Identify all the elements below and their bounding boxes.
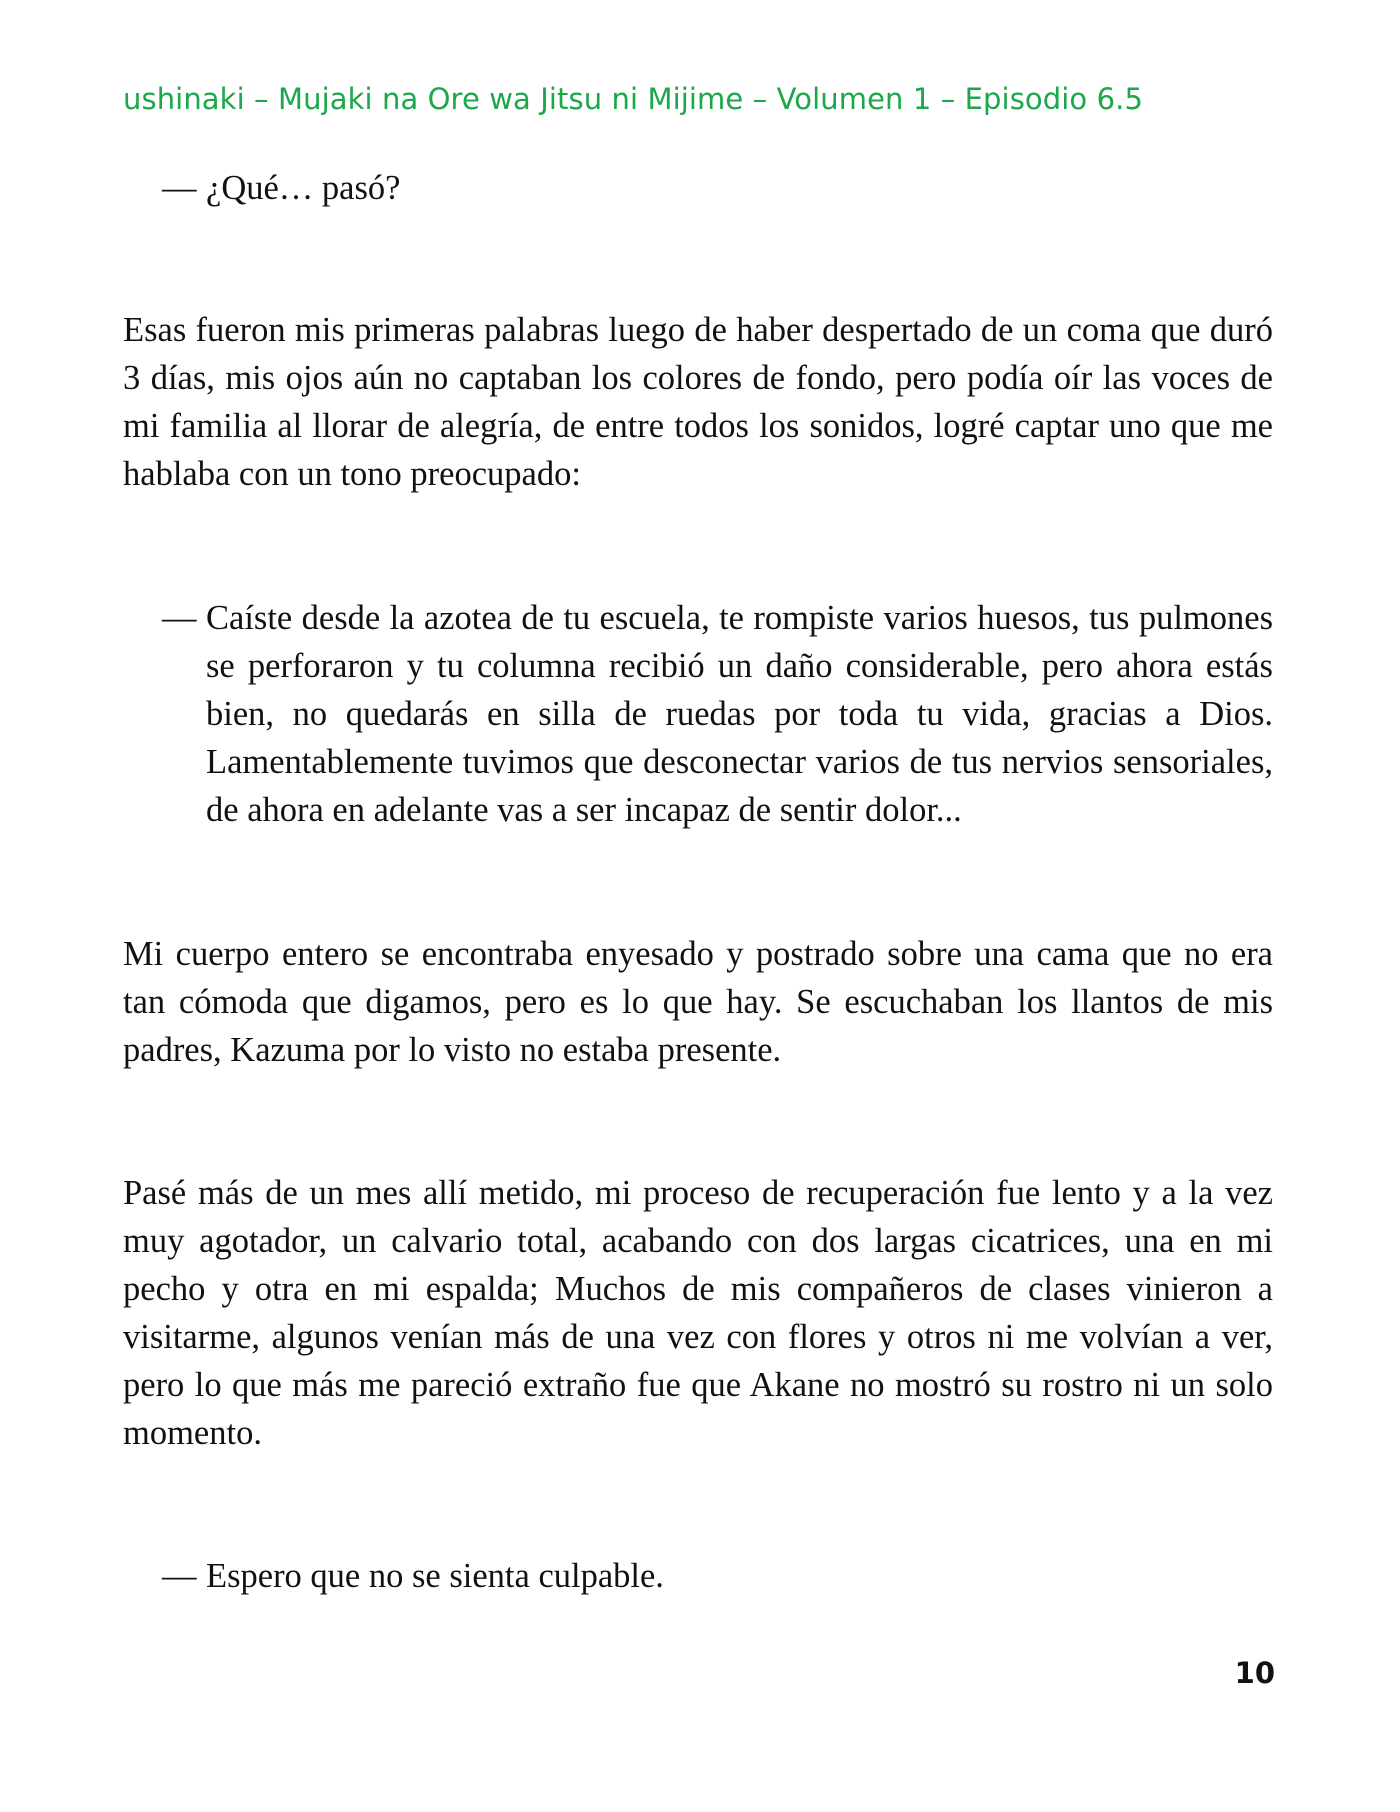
dialog-text: Caíste desde la azotea de tu escuela, te rompiste varios huesos, tus pulmones se perforaron y tu columna recibió un daño considerable, pero ahora estás bien, no quedarás en silla de ruedas por toda tu vida, gracias a Dios. Lamentablemente tuvimos que desconectar varios de tus nervios sensoriales, de ahora en adelante vas a ser incapaz de sentir dolor... bbox=[206, 599, 1273, 829]
paragraph: Pasé más de un mes allí metido, mi proceso de recuperación fue lento y a la vez muy agotador, un calvario total, acabando con dos largas cicatrices, una en mi pecho y otra en mi espalda; Muchos de mis compañeros de clases vinieron a visitarme, algunos venían más de una vez con flores y otros ni me volvían a ver, pero lo que más me pareció extraño fue que Akane no mostró su rostro ni un solo momento. bbox=[123, 1174, 1273, 1452]
dialog-text: Espero que no se sienta culpable. bbox=[206, 1557, 664, 1595]
dialog-line bbox=[162, 594, 1273, 834]
dialog-dash: — bbox=[162, 169, 197, 207]
dialog-text: ¿Qué… pasó? bbox=[206, 169, 401, 207]
dialog-line bbox=[162, 1552, 1273, 1600]
dialog-dash: — bbox=[162, 1557, 197, 1595]
dialog-line bbox=[162, 164, 1273, 212]
page-number: 10 bbox=[1234, 1656, 1275, 1690]
running-header: ushinaki – Mujaki na Ore wa Jitsu ni Mijime – Volumen 1 – Episodio 6.5 bbox=[123, 82, 1144, 116]
dialog-dash: — bbox=[162, 599, 197, 637]
paragraph: Mi cuerpo entero se encontraba enyesado y postrado sobre una cama que no era tan cómoda que digamos, pero es lo que hay. Se escuchaban los llantos de mis padres, Kazuma por lo visto no estaba presente. bbox=[123, 935, 1273, 1069]
paragraph: Esas fueron mis primeras palabras luego de haber despertado de un coma que duró 3 días, mis ojos aún no captaban los colores de fondo, pero podía oír las voces de mi familia al llorar de alegría, de entre todos los sonidos, logré captar uno que me hablaba con un tono preocupado: bbox=[123, 311, 1273, 493]
